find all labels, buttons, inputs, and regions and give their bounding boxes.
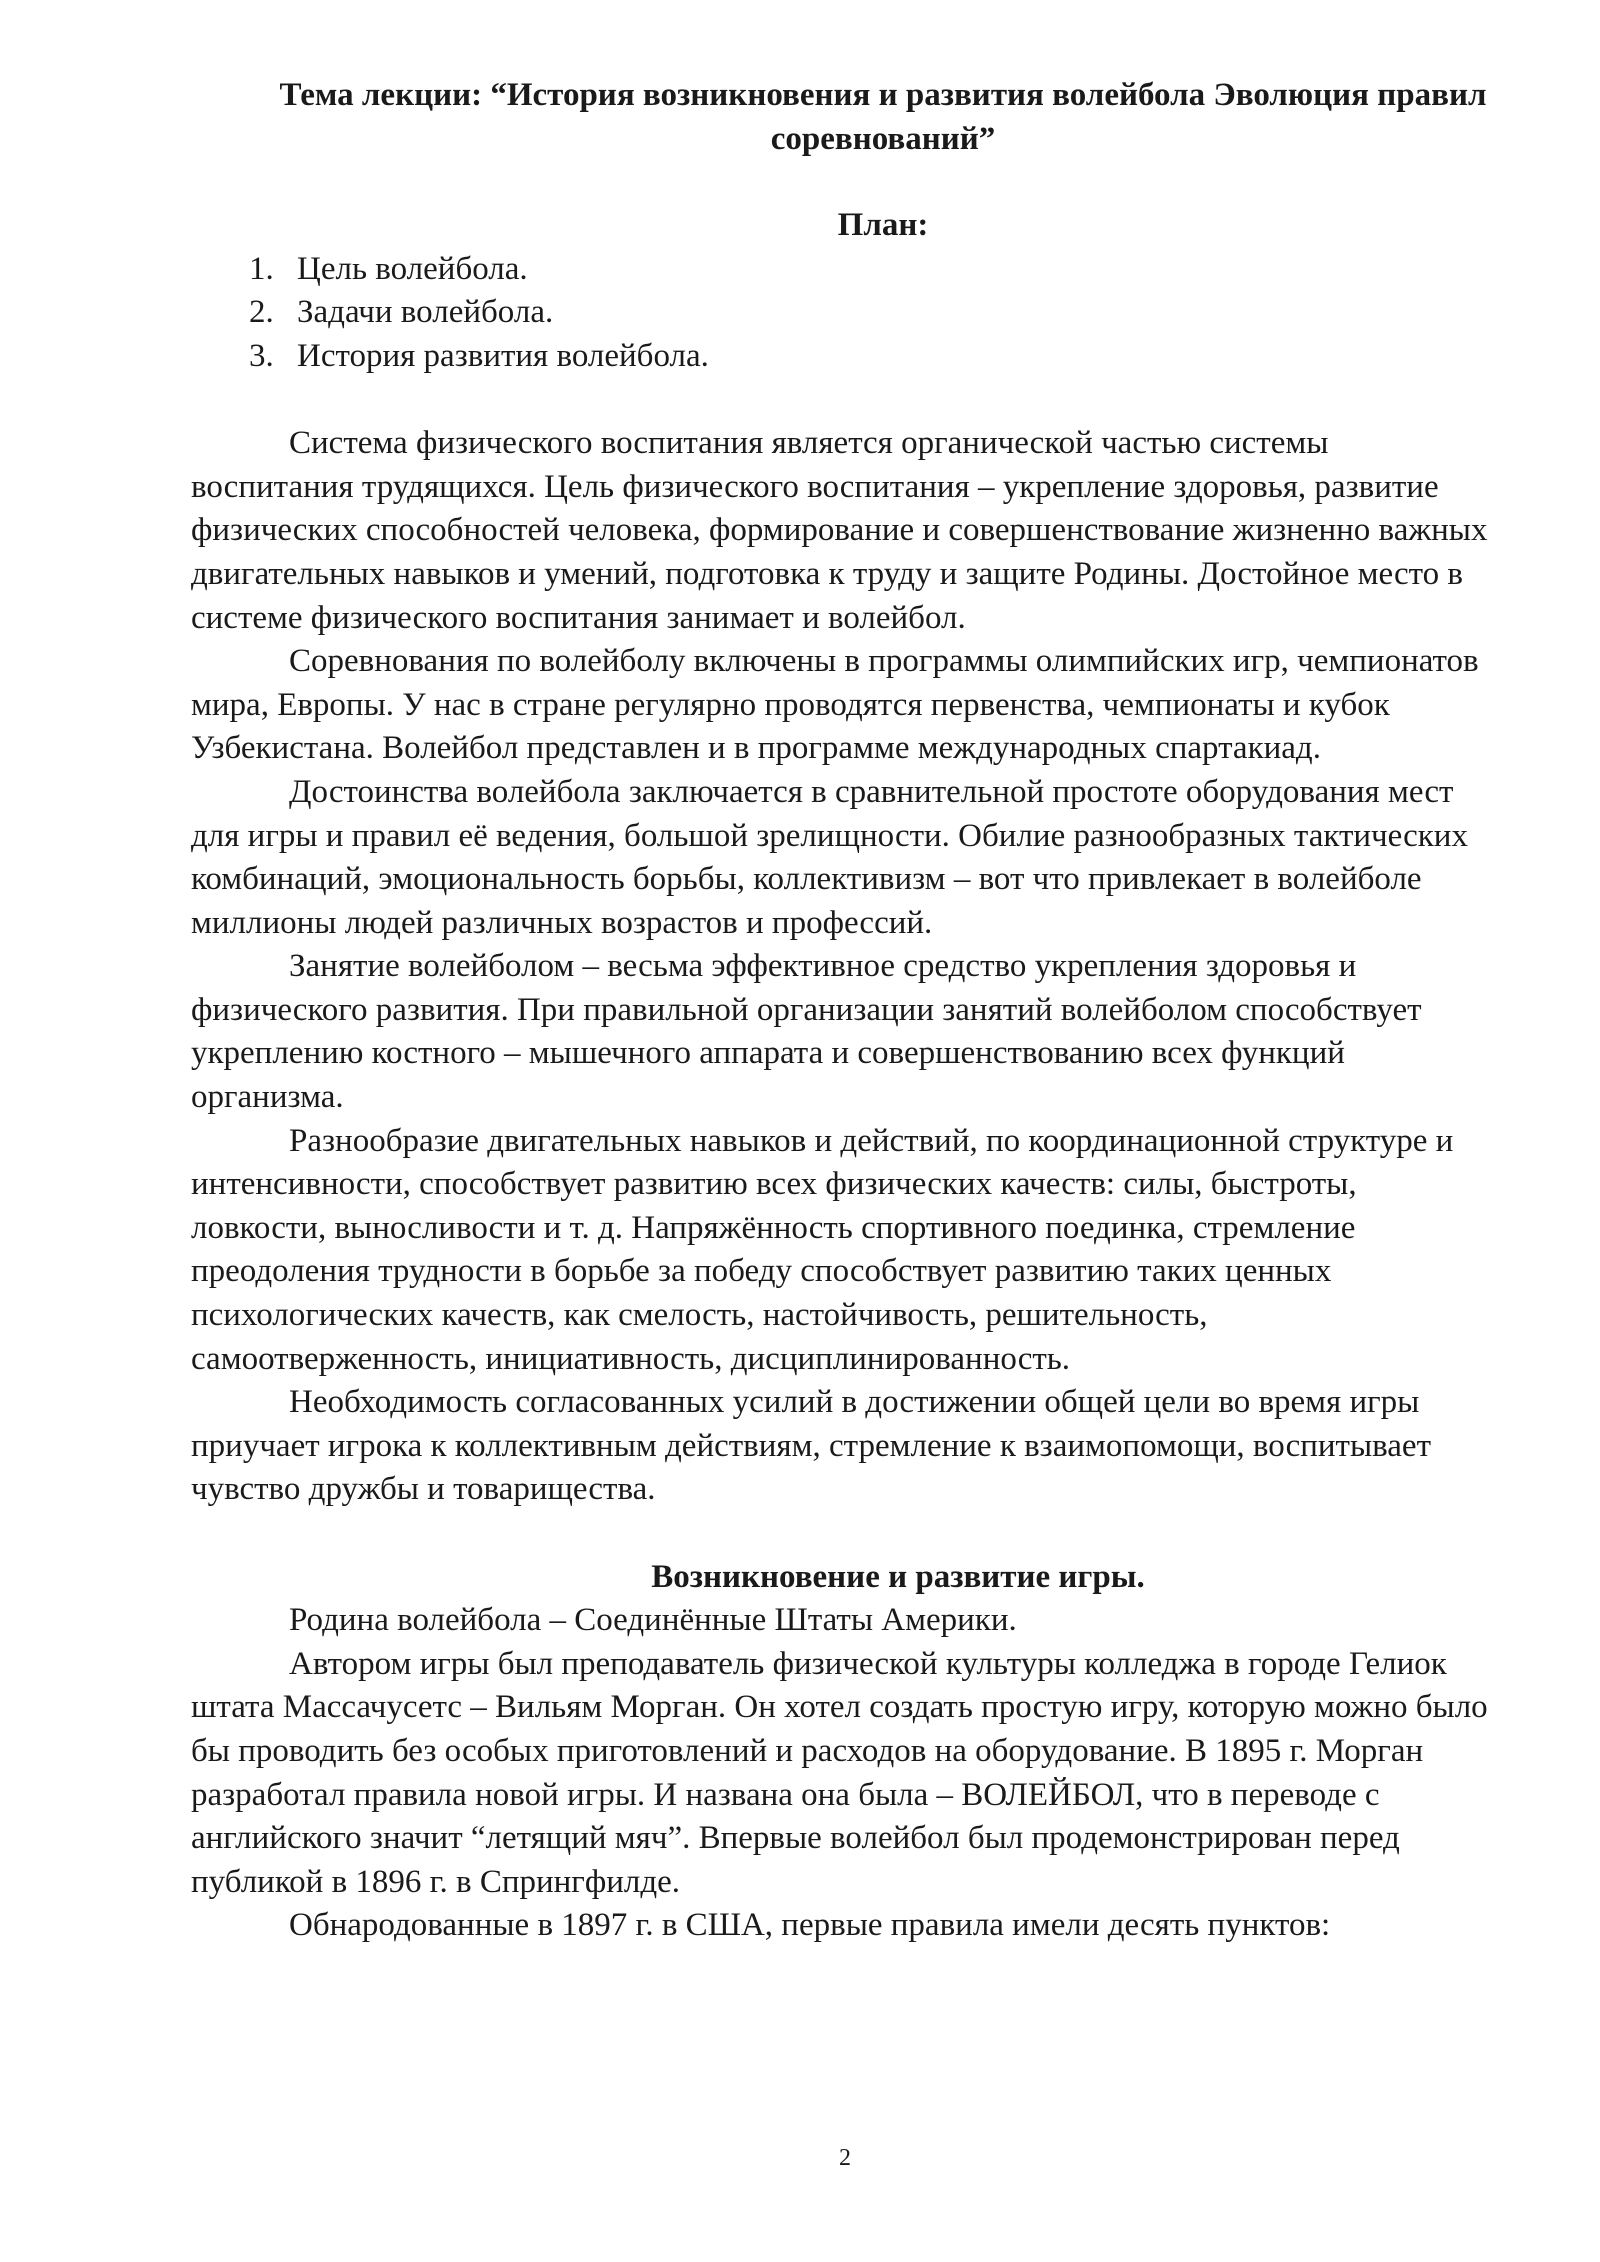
body-paragraph: Соревнования по волейболу включены в программы олимпийских игр, чемпионатов мира, Европы. У нас в стране регулярно проводятся первенства, чемпионаты и кубок Узбекистана. Волейбол представлен и в программе международных спартакиад. [191,643,1479,767]
plan-item-number: 1. [249,250,274,287]
body-paragraph: Система физического воспитания является органической частью системы воспитания трудящихся. Цель физического воспитания – укрепление здоровья, развитие физических способностей человека, формирование и совершенствование жизненно важных двигательных навыков и умений, подготовка к труду и защите Родины. Достойное место в системе физического воспитания занимает и волейбол. [191,425,1488,636]
plan-item-number: 2. [249,294,274,331]
plan-item [191,291,1490,335]
plan-item [191,248,1490,292]
plan-item-text: Задачи волейбола. [297,294,554,331]
plan-list [191,248,1490,379]
blank-line [191,1512,1490,1556]
section-paragraph: Автором игры был преподаватель физической культуры колледжа в городе Гелиок штата Массачусетс – Вильям Морган. Он хотел создать простую игру, которую можно было бы проводить без особых приготовлений и расходов на оборудование. В 1895 г. Морган разработал правила новой игры. И названа она была – ВОЛЕЙБОЛ, что в переводе с английского значит “летящий мяч”. Впервые волейбол был продемонстрирован перед публикой в 1896 г. в Спрингфилде. [191,1645,1488,1900]
body-paragraph: Занятие волейболом – весьма эффективное средство укрепления здоровья и физического развития. При правильной организации занятий волейболом способствует укреплению костного – мышечного аппарата и совершенствованию всех функций организма. [191,948,1422,1116]
body-paragraph: Необходимость согласованных усилий в достижении общей цели во время игры приучает игрока к коллективным действиям, стремление к взаимопомощи, воспитывает чувство дружбы и товарищества. [191,1384,1431,1508]
body-paragraph: Разнообразие двигательных навыков и действий, по координационной структуре и интенсивности, способствует развитию всех физических качеств: силы, быстроты, ловкости, выносливости и т. д. Напряжённость спортивного поединка, стремление преодоления трудности в борьбе за победу способствует развитию таких ценных психологических качеств, как смелость, настойчивость, решительность, самоотверженность, инициативность, дисциплинированность. [191,1122,1454,1377]
lecture-title: Тема лекции: “История возникновения и развития волейбола Эволюция правил соревнований” [279,77,1487,157]
plan-item-text: История развития волейбола. [297,337,709,374]
plan-item [191,335,1490,379]
blank-line [191,379,1490,423]
section-heading: Возникновение и развитие игры. [651,1558,1145,1595]
body-paragraph: Достоинства волейбола заключается в сравнительной простоте оборудования мест для игры и правил её ведения, большой зрелищности. Обилие разнообразных тактических комбинаций, эмоциональность борьбы, коллективизм – вот что привлекает в волейболе миллионы людей различных возрастов и профессий. [191,773,1468,941]
plan-item-text: Цель волейбола. [297,250,528,287]
page-number: 2 [839,2145,851,2171]
section-paragraph: Родина волейбола – Соединённые Штаты Америки. [289,1602,1017,1639]
plan-heading: План: [837,207,929,244]
section-paragraph: Обнародованные в 1897 г. в США, первые правила имели десять пунктов: [289,1907,1331,1944]
plan-item-number: 3. [249,337,274,374]
